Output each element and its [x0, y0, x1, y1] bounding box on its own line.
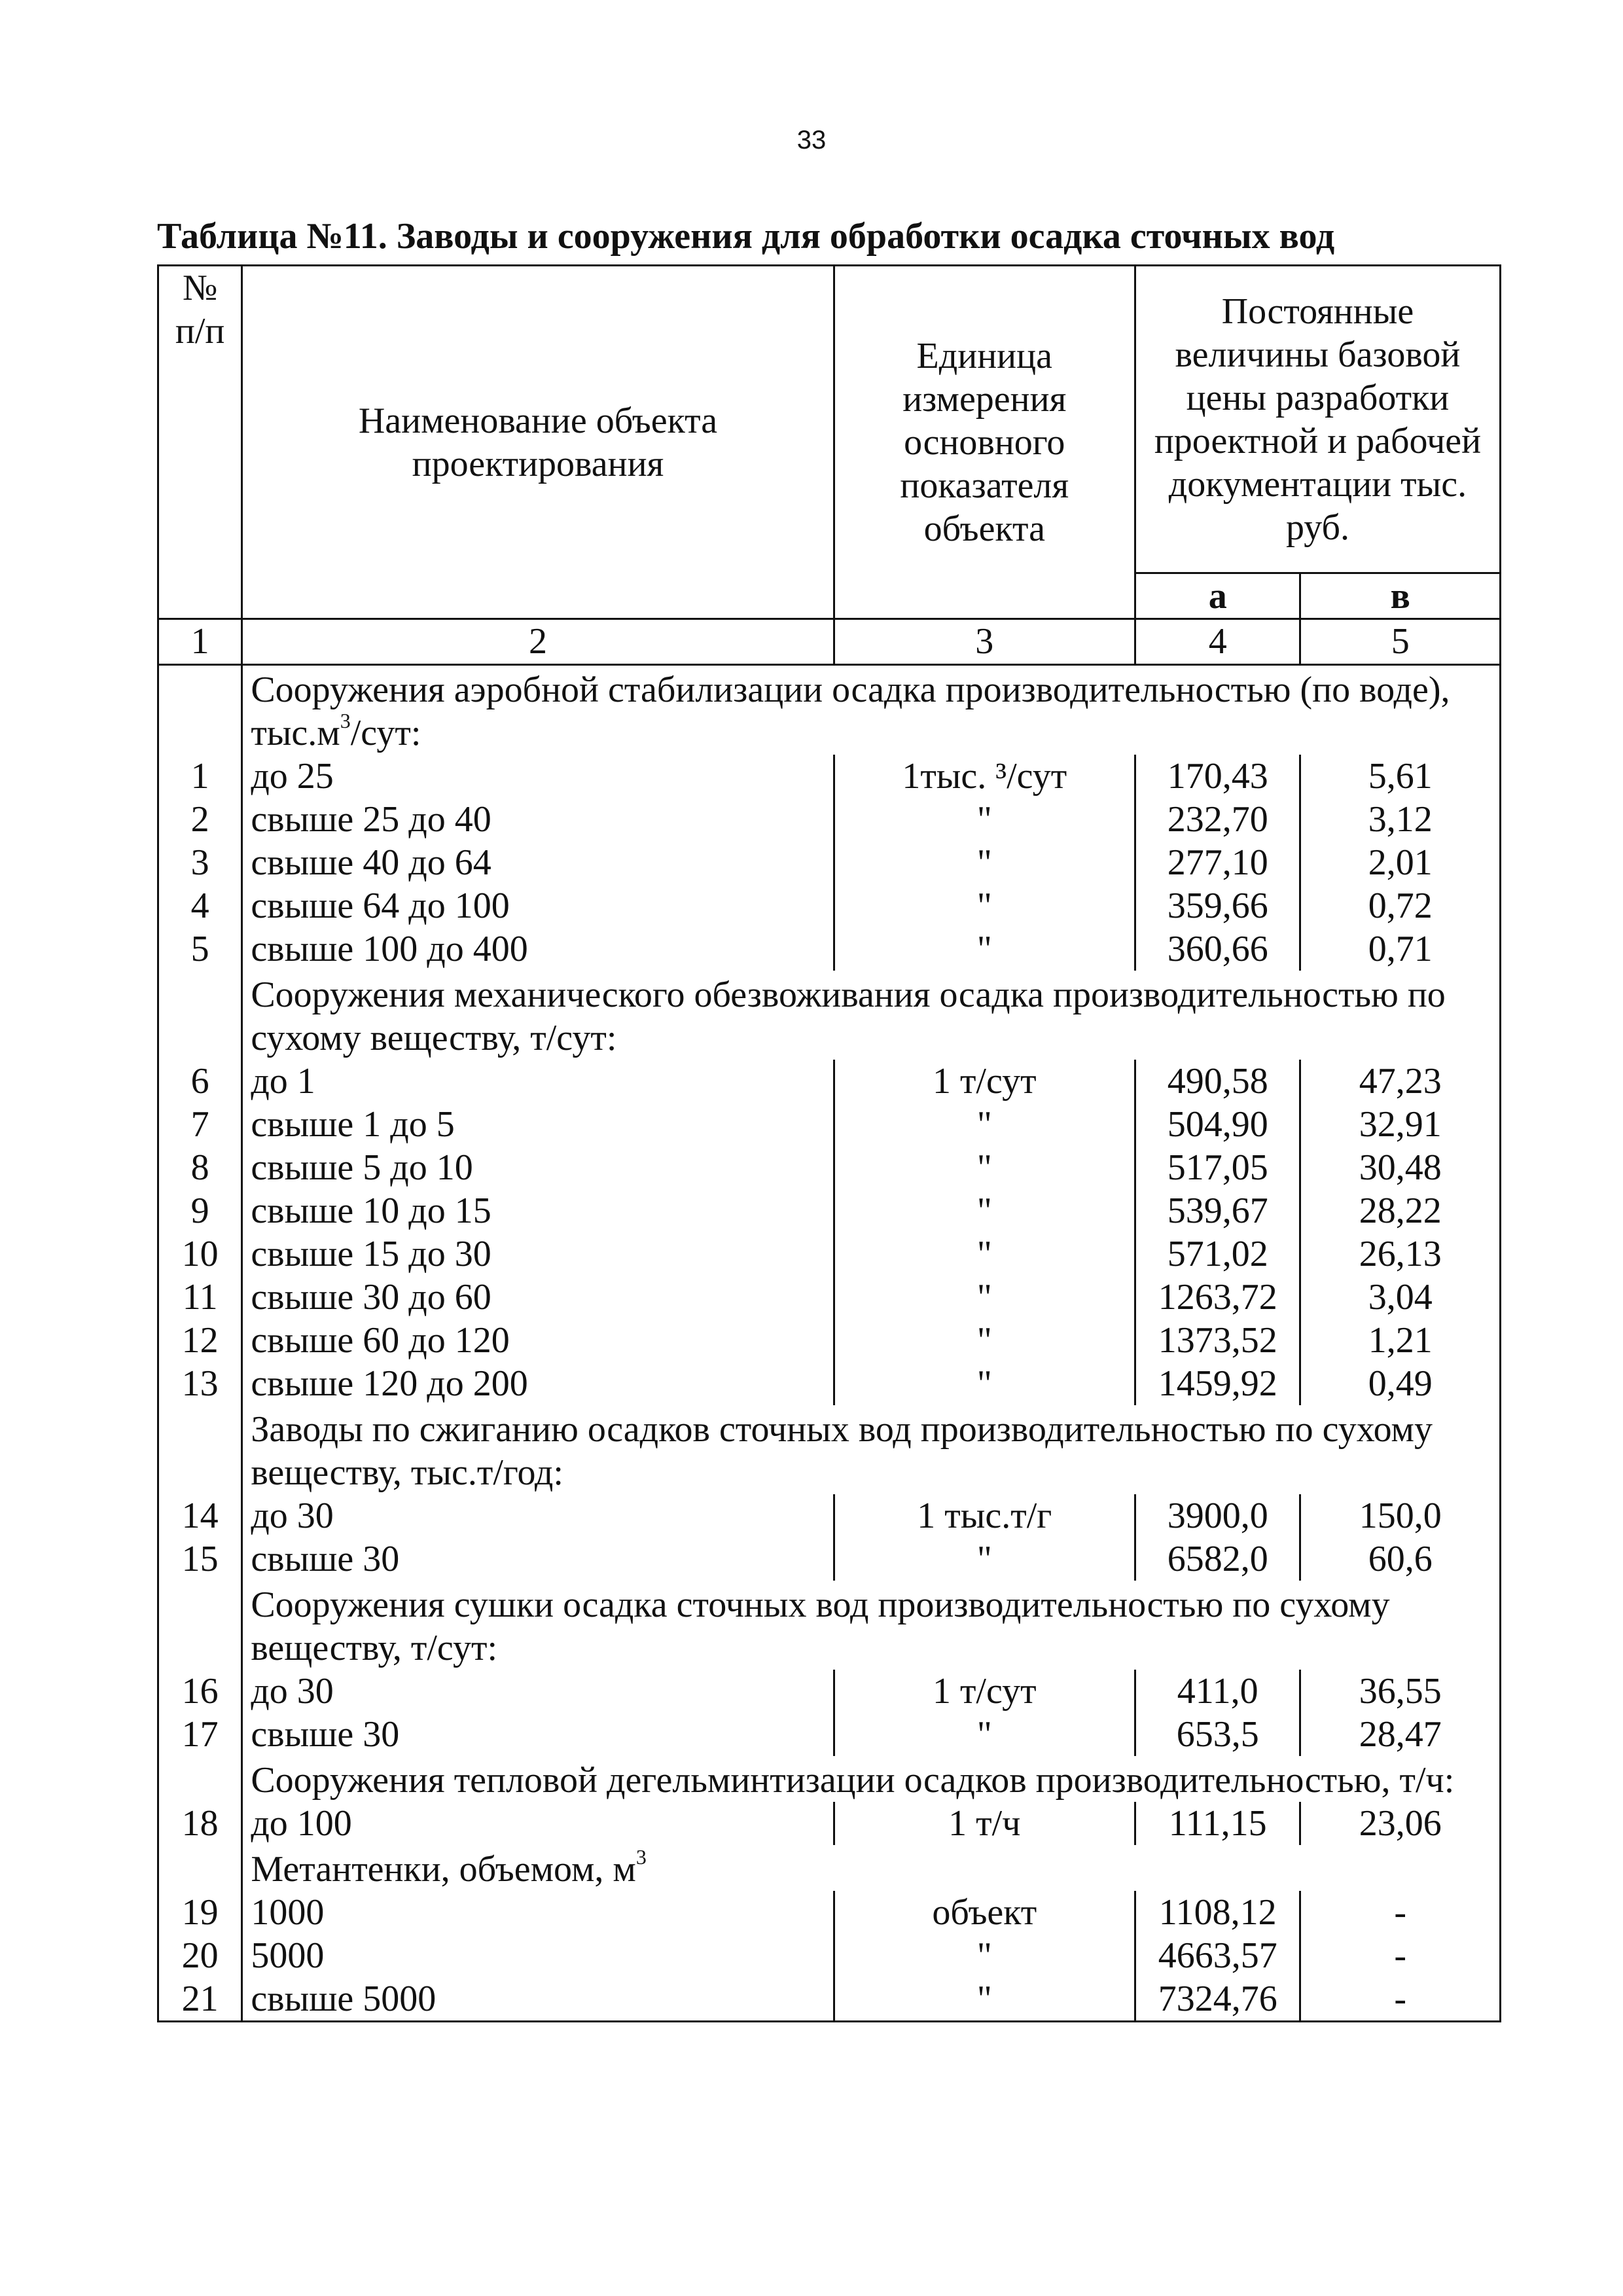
- table-row: [158, 841, 1501, 884]
- row-value-b: 60,6: [1300, 1537, 1501, 1581]
- table-row: [158, 1319, 1501, 1362]
- row-number: 12: [158, 1319, 242, 1362]
- row-value-a: 1263,72: [1135, 1276, 1300, 1319]
- header-sub-b: в: [1300, 573, 1501, 619]
- section-title-post: /сут:: [350, 713, 421, 753]
- row-value-a: 170,43: [1135, 755, 1300, 798]
- section-row: [158, 1756, 1501, 1802]
- row-number: 8: [158, 1146, 242, 1189]
- column-number: 4: [1135, 619, 1300, 665]
- row-value-a: 7324,76: [1135, 1977, 1300, 2022]
- row-number: 11: [158, 1276, 242, 1319]
- row-number: 21: [158, 1977, 242, 2022]
- row-name: свыше 120 до 200: [242, 1362, 834, 1405]
- column-number: 3: [834, 619, 1135, 665]
- header-sub-a: а: [1135, 573, 1300, 619]
- section-num-cell: [158, 1756, 242, 1802]
- table-row: [158, 927, 1501, 971]
- section-title: [242, 1405, 1501, 1494]
- section-num-cell: [158, 971, 242, 1060]
- row-value-a: 1373,52: [1135, 1319, 1300, 1362]
- table-row: [158, 1891, 1501, 1934]
- section-num-cell: [158, 1845, 242, 1891]
- row-name: 5000: [242, 1934, 834, 1977]
- section-title-text: Сооружения механического обезвоживания осадка производительностью по сухому веществу, т/сут:: [251, 975, 1446, 1058]
- row-number: 19: [158, 1891, 242, 1934]
- row-value-b: 32,91: [1300, 1103, 1501, 1146]
- section-row: [158, 971, 1501, 1060]
- row-value-b: 23,06: [1300, 1802, 1501, 1845]
- section-num-cell: [158, 665, 242, 755]
- row-number: 9: [158, 1189, 242, 1232]
- row-number: 3: [158, 841, 242, 884]
- row-value-b: 5,61: [1300, 755, 1501, 798]
- price-table: [157, 264, 1501, 2022]
- row-unit: ": [834, 1713, 1135, 1756]
- row-name: свыше 30 до 60: [242, 1276, 834, 1319]
- section-row: [158, 1845, 1501, 1891]
- table-row: [158, 884, 1501, 927]
- row-number: 7: [158, 1103, 242, 1146]
- row-name: 1000: [242, 1891, 834, 1934]
- header-col-name: Наименование объекта проектирования: [242, 266, 834, 619]
- table-row: [158, 755, 1501, 798]
- row-value-b: 30,48: [1300, 1146, 1501, 1189]
- row-number: 1: [158, 755, 242, 798]
- row-name: до 100: [242, 1802, 834, 1845]
- section-num-cell: [158, 1405, 242, 1494]
- row-name: свыше 15 до 30: [242, 1232, 834, 1276]
- row-value-a: 1459,92: [1135, 1362, 1300, 1405]
- row-name: до 30: [242, 1670, 834, 1713]
- row-value-a: 571,02: [1135, 1232, 1300, 1276]
- table-row: [158, 1934, 1501, 1977]
- row-unit: объект: [834, 1891, 1135, 1934]
- section-row: [158, 665, 1501, 755]
- row-name: свыше 5 до 10: [242, 1146, 834, 1189]
- row-value-a: 3900,0: [1135, 1494, 1300, 1537]
- section-title-text: Заводы по сжиганию осадков сточных вод производительностью по сухому веществу, тыс.т/год:: [251, 1409, 1433, 1493]
- row-unit: ": [834, 1146, 1135, 1189]
- table-row: [158, 1802, 1501, 1845]
- row-unit: ": [834, 1934, 1135, 1977]
- section-title: [242, 1756, 1501, 1802]
- row-unit: 1 тыс.т/г: [834, 1494, 1135, 1537]
- row-name: свыше 64 до 100: [242, 884, 834, 927]
- row-value-b: -: [1300, 1891, 1501, 1934]
- row-name: свыше 60 до 120: [242, 1319, 834, 1362]
- header-col-num: № п/п: [158, 266, 242, 619]
- row-number: 13: [158, 1362, 242, 1405]
- section-title-sup: 3: [340, 709, 351, 733]
- row-value-a: 4663,57: [1135, 1934, 1300, 1977]
- section-title: [242, 1581, 1501, 1670]
- section-title-sup: 3: [635, 1845, 647, 1869]
- section-num-cell: [158, 1581, 242, 1670]
- table-row: [158, 1362, 1501, 1405]
- row-unit: ": [834, 1276, 1135, 1319]
- row-value-b: 2,01: [1300, 841, 1501, 884]
- row-value-b: -: [1300, 1934, 1501, 1977]
- row-value-a: 6582,0: [1135, 1537, 1300, 1581]
- row-value-b: 26,13: [1300, 1232, 1501, 1276]
- row-unit: ": [834, 1319, 1135, 1362]
- row-value-a: 490,58: [1135, 1060, 1300, 1103]
- row-unit: 1тыс. ³/сут: [834, 755, 1135, 798]
- row-value-b: 3,04: [1300, 1276, 1501, 1319]
- row-unit: 1 т/сут: [834, 1670, 1135, 1713]
- row-value-a: 411,0: [1135, 1670, 1300, 1713]
- row-name: до 1: [242, 1060, 834, 1103]
- table-row: [158, 1977, 1501, 2022]
- row-unit: ": [834, 1232, 1135, 1276]
- row-unit: ": [834, 1362, 1135, 1405]
- row-unit: 1 т/сут: [834, 1060, 1135, 1103]
- table-row: [158, 1713, 1501, 1756]
- row-number: 14: [158, 1494, 242, 1537]
- row-value-a: 1108,12: [1135, 1891, 1300, 1934]
- section-title: [242, 1845, 1501, 1891]
- row-unit: ": [834, 1537, 1135, 1581]
- row-name: свыше 100 до 400: [242, 927, 834, 971]
- row-name: свыше 10 до 15: [242, 1189, 834, 1232]
- row-unit: ": [834, 884, 1135, 927]
- row-value-b: 28,22: [1300, 1189, 1501, 1232]
- row-name: свыше 30: [242, 1713, 834, 1756]
- row-unit: ": [834, 1977, 1135, 2022]
- row-value-b: -: [1300, 1977, 1501, 2022]
- row-number: 18: [158, 1802, 242, 1845]
- row-value-b: 47,23: [1300, 1060, 1501, 1103]
- row-value-a: 653,5: [1135, 1713, 1300, 1756]
- section-title: [242, 665, 1501, 755]
- row-name: свыше 25 до 40: [242, 798, 834, 841]
- section-row: [158, 1405, 1501, 1494]
- table-row: [158, 1146, 1501, 1189]
- table-title: Таблица №11. Заводы и сооружения для обработки осадка сточных вод: [157, 216, 1335, 257]
- row-number: 2: [158, 798, 242, 841]
- row-name: свыше 5000: [242, 1977, 834, 2022]
- section-title-text: Сооружения сушки осадка сточных вод производительностью по сухому веществу, т/сут:: [251, 1585, 1390, 1668]
- row-value-b: 0,49: [1300, 1362, 1501, 1405]
- row-number: 17: [158, 1713, 242, 1756]
- row-value-a: 111,15: [1135, 1802, 1300, 1845]
- row-unit: ": [834, 927, 1135, 971]
- section-row: [158, 1581, 1501, 1670]
- row-value-a: 517,05: [1135, 1146, 1300, 1189]
- row-number: 20: [158, 1934, 242, 1977]
- page-number: 33: [796, 126, 827, 154]
- row-unit: 1 т/ч: [834, 1802, 1135, 1845]
- row-unit: ": [834, 841, 1135, 884]
- row-number: 16: [158, 1670, 242, 1713]
- table-row: [158, 1276, 1501, 1319]
- row-number: 10: [158, 1232, 242, 1276]
- table-row: [158, 1060, 1501, 1103]
- header-col-unit: Единица измерения основного показателя объекта: [834, 266, 1135, 619]
- row-number: 4: [158, 884, 242, 927]
- row-unit: ": [834, 1103, 1135, 1146]
- row-name: свыше 40 до 64: [242, 841, 834, 884]
- row-number: 5: [158, 927, 242, 971]
- row-name: до 30: [242, 1494, 834, 1537]
- row-unit: ": [834, 798, 1135, 841]
- row-value-a: 232,70: [1135, 798, 1300, 841]
- header-col-price: Постоянные величины базовой цены разработки проектной и рабочей документации тыс. руб.: [1135, 266, 1500, 573]
- table-row: [158, 1232, 1501, 1276]
- row-name: до 25: [242, 755, 834, 798]
- section-title-text: Метантенки, объемом, м: [251, 1849, 636, 1890]
- row-name: свыше 1 до 5: [242, 1103, 834, 1146]
- row-unit: ": [834, 1189, 1135, 1232]
- row-value-a: 504,90: [1135, 1103, 1300, 1146]
- row-value-b: 28,47: [1300, 1713, 1501, 1756]
- row-value-a: 360,66: [1135, 927, 1300, 971]
- row-name: свыше 30: [242, 1537, 834, 1581]
- table-row: [158, 1494, 1501, 1537]
- column-number: 5: [1300, 619, 1501, 665]
- row-number: 15: [158, 1537, 242, 1581]
- table-row: [158, 1670, 1501, 1713]
- section-title: [242, 971, 1501, 1060]
- row-value-b: 0,72: [1300, 884, 1501, 927]
- column-number: 1: [158, 619, 242, 665]
- row-value-b: 1,21: [1300, 1319, 1501, 1362]
- table-row: [158, 798, 1501, 841]
- row-value-a: 359,66: [1135, 884, 1300, 927]
- row-value-b: 150,0: [1300, 1494, 1501, 1537]
- section-title-text: Сооружения аэробной стабилизации осадка производительностью (по воде), тыс.м: [251, 670, 1450, 753]
- row-value-b: 0,71: [1300, 927, 1501, 971]
- row-value-b: 3,12: [1300, 798, 1501, 841]
- table-row: [158, 1189, 1501, 1232]
- column-number: 2: [242, 619, 834, 665]
- table-row: [158, 1537, 1501, 1581]
- table-row: [158, 1103, 1501, 1146]
- row-number: 6: [158, 1060, 242, 1103]
- row-value-b: 36,55: [1300, 1670, 1501, 1713]
- row-value-a: 277,10: [1135, 841, 1300, 884]
- section-title-text: Сооружения тепловой дегельминтизации осадков производительностью, т/ч:: [251, 1760, 1455, 1801]
- row-value-a: 539,67: [1135, 1189, 1300, 1232]
